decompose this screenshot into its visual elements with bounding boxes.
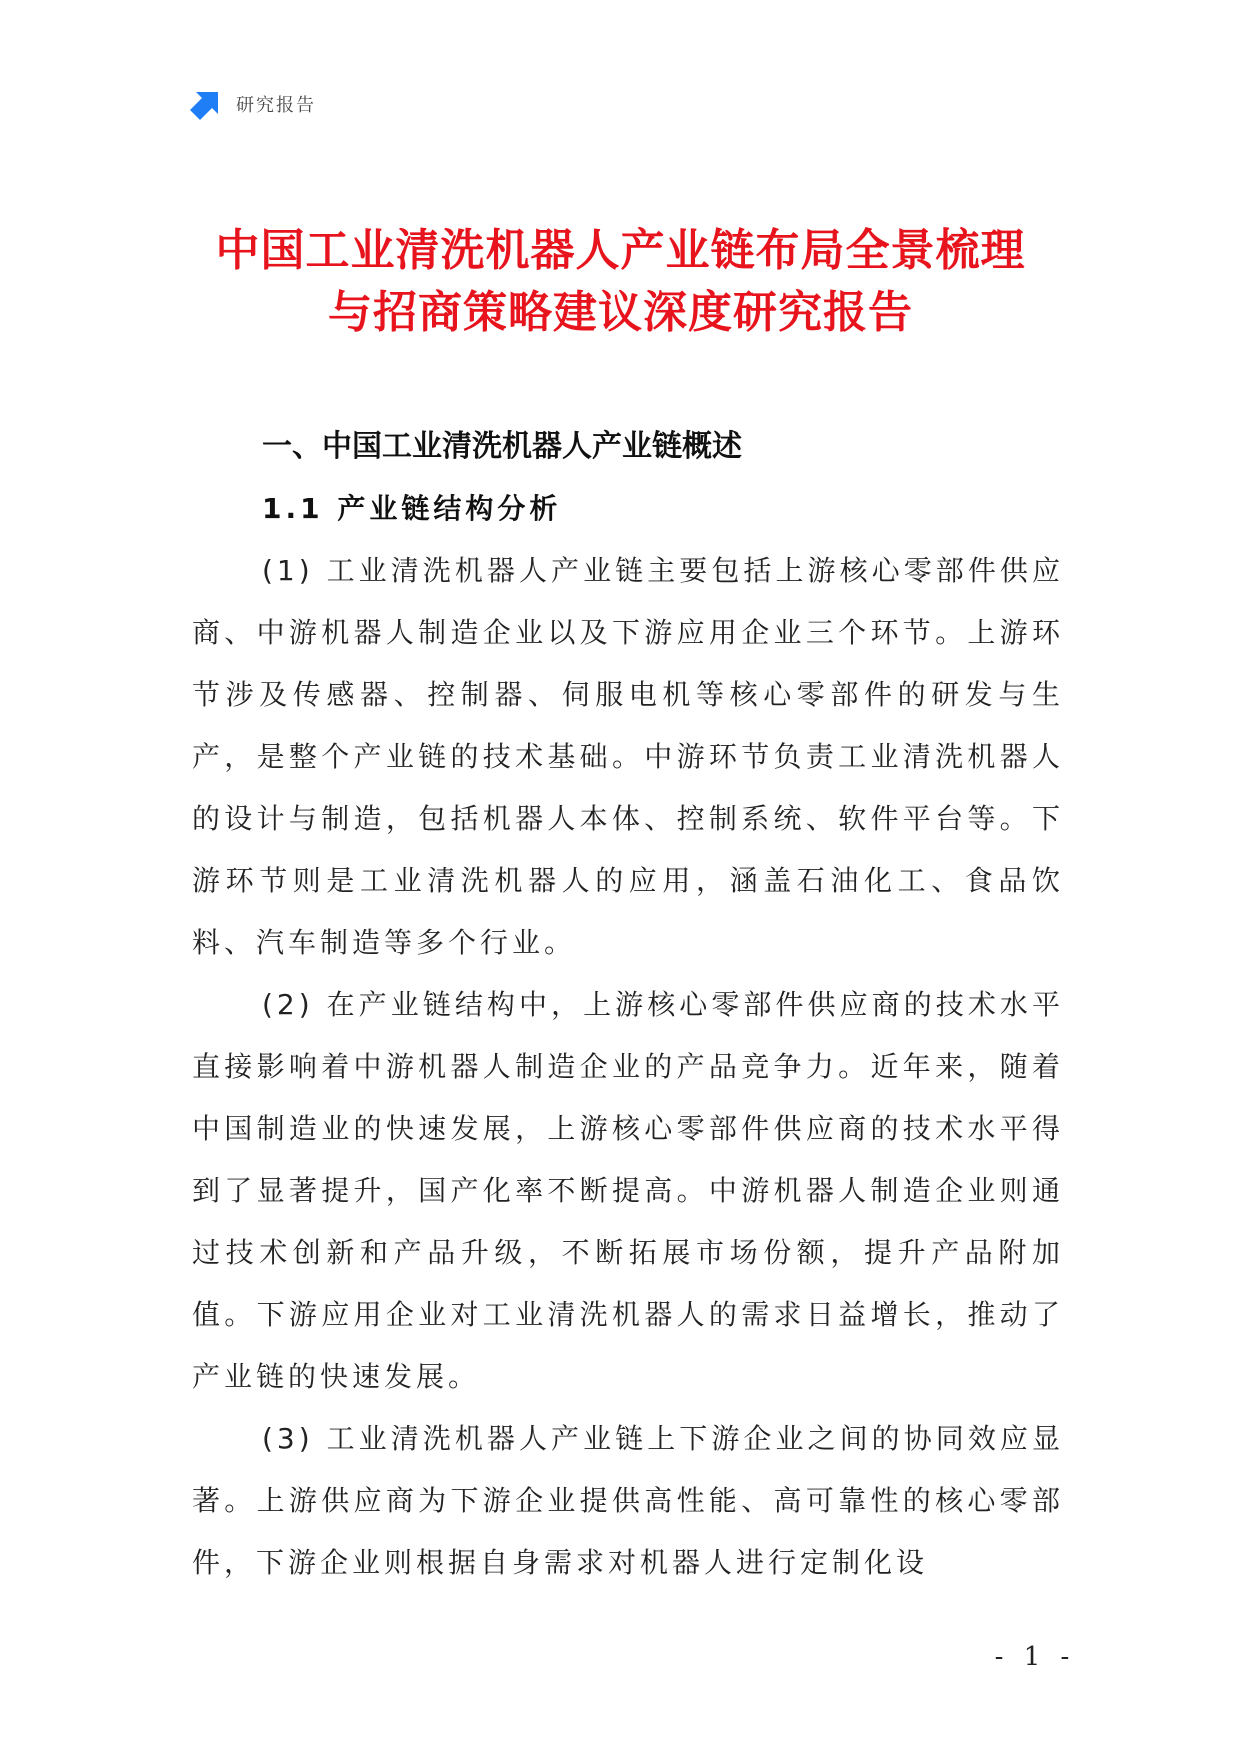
report-body — [192, 416, 1064, 1594]
paragraph-1: (1) 工业清洗机器人产业链主要包括上游核心零部件供应商、中游机器人制造企业以及下游应用企业三个环节。上游环节涉及传感器、控制器、伺服电机等核心零部件的研发与生产，是整个产业链的技术基础。中游环节负责工业清洗机器人的设计与制造，包括机器人本体、控制系统、软件平台等。下游环节则是工业清洗机器人的应用，涵盖石油化工、食品饮料、汽车制造等多个行业。 — [192, 554, 1064, 959]
subsection-heading: 1.1 产业链结构分析 — [262, 492, 562, 525]
title-line-1: 中国工业清洗机器人产业链布局全景梳理 — [215, 225, 1026, 276]
title-line-2: 与招商策略建议深度研究报告 — [328, 287, 913, 338]
arrow-up-right-icon — [190, 88, 222, 120]
page-number: - 1 - — [994, 1642, 1076, 1672]
paragraph-2: (2) 在产业链结构中，上游核心零部件供应商的技术水平直接影响着中游机器人制造企业的产品竞争力。近年来，随着中国制造业的快速发展，上游核心零部件供应商的技术水平得到了显著提升，国产化率不断提高。中游机器人制造企业则通过技术创新和产品升级，不断拓展市场份额，提升产品附加值。下游应用企业对工业清洗机器人的需求日益增长，推动了产业链的快速发展。 — [192, 988, 1064, 1393]
report-header — [190, 86, 316, 122]
paragraph-3: (3) 工业清洗机器人产业链上下游企业之间的协同效应显著。上游供应商为下游企业提供高性能、高可靠性的核心零部件，下游企业则根据自身需求对机器人进行定制化设 — [192, 1422, 1064, 1579]
section-heading: 一、中国工业清洗机器人产业链概述 — [262, 429, 742, 464]
header-label: 研究报告 — [236, 95, 316, 116]
report-title — [140, 220, 1101, 344]
